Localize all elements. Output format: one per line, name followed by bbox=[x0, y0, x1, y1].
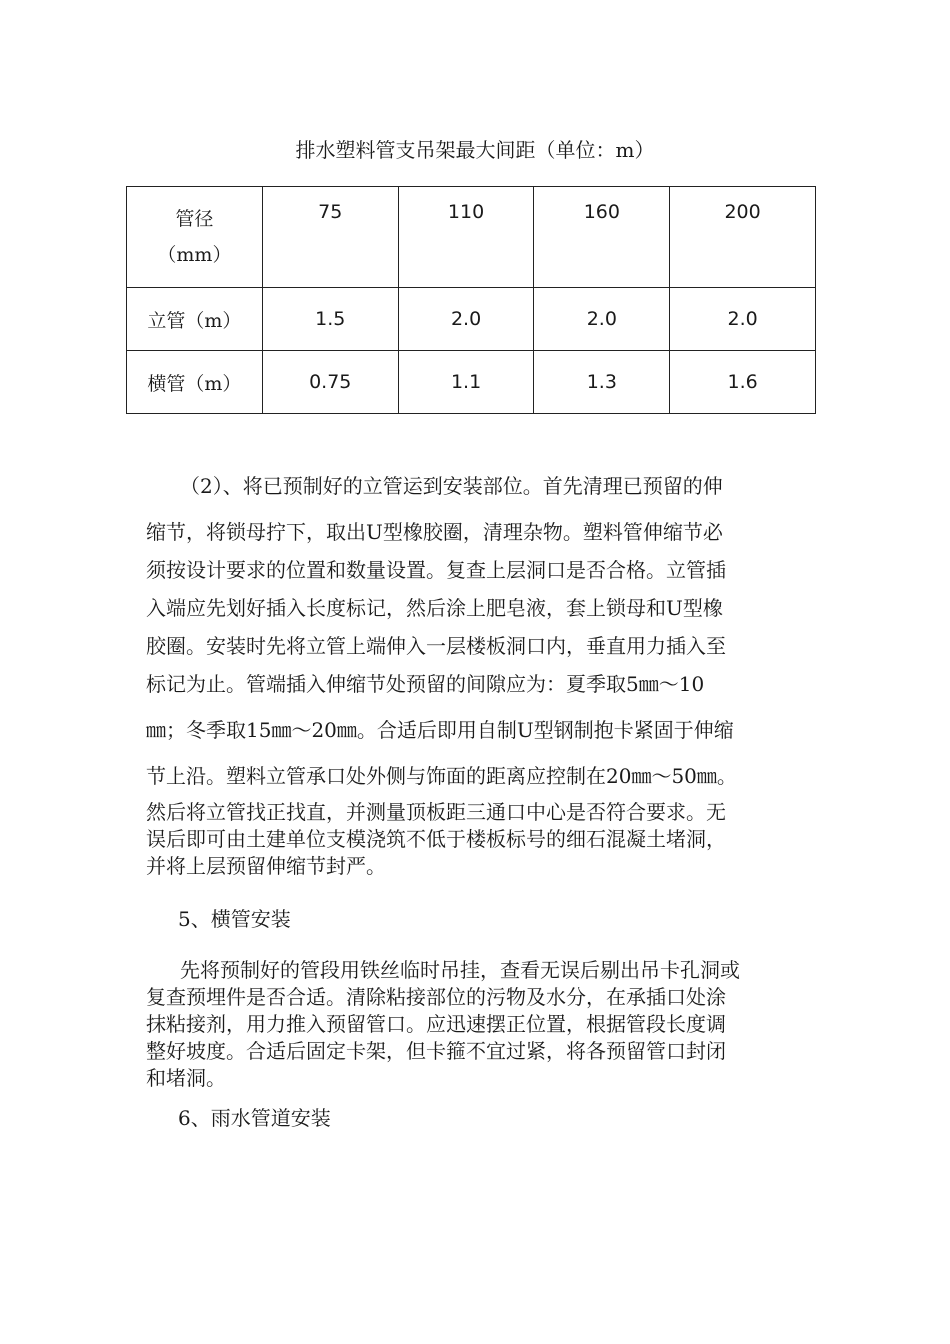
header-label-line1: 管径 bbox=[175, 208, 214, 230]
paragraph-line: 标记为止。管端插入伸缩节处预留的间隙应为：夏季取5㎜～10 bbox=[146, 672, 705, 696]
paragraph-line: （2）、将已预制好的立管运到安装部位。首先清理已预留的伸 bbox=[180, 474, 723, 498]
table-row-horizontal-pipe bbox=[127, 351, 816, 414]
section-heading-rainwater-pipe: 6、雨水管道安装 bbox=[178, 1106, 331, 1130]
header-diameter-cell: 200 bbox=[670, 187, 816, 288]
table-cell: 2.0 bbox=[534, 288, 670, 351]
paragraph-line: 然后将立管找正找直，并测量顶板距三通口中心是否符合要求。无 bbox=[146, 800, 726, 824]
table-row-vertical-pipe bbox=[127, 288, 816, 351]
paragraph-line: 先将预制好的管段用铁丝临时吊挂，查看无误后剔出吊卡孔洞或 bbox=[180, 958, 740, 982]
paragraph-line: 整好坡度。合适后固定卡架，但卡箍不宜过紧，将各预留管口封闭 bbox=[146, 1039, 726, 1063]
header-diameter-cell: 110 bbox=[398, 187, 534, 288]
header-label-line2: （mm） bbox=[157, 244, 232, 266]
section-heading-horizontal-pipe: 5、横管安装 bbox=[178, 907, 291, 931]
table-cell: 0.75 bbox=[262, 351, 398, 414]
paragraph-line: 和堵洞。 bbox=[146, 1066, 226, 1090]
table-cell: 1.6 bbox=[670, 351, 816, 414]
table-title: 排水塑料管支吊架最大间距（单位：m） bbox=[295, 138, 655, 162]
pipe-support-spacing-table bbox=[126, 186, 816, 414]
table-cell: 2.0 bbox=[398, 288, 534, 351]
paragraph-line: 节上沿。塑料立管承口处外侧与饰面的距离应控制在20㎜～50㎜。 bbox=[146, 764, 737, 788]
paragraph-line: 误后即可由土建单位支模浇筑不低于楼板标号的细石混凝土堵洞， bbox=[146, 827, 726, 851]
header-label-cell bbox=[127, 187, 263, 288]
table-cell: 1.3 bbox=[534, 351, 670, 414]
table-cell: 1.5 bbox=[262, 288, 398, 351]
table-cell: 1.1 bbox=[398, 351, 534, 414]
table-header-row bbox=[127, 187, 816, 288]
paragraph-line: 胶圈。安装时先将立管上端伸入一层楼板洞口内，垂直用力插入至 bbox=[146, 634, 726, 658]
paragraph-line: 须按设计要求的位置和数量设置。复查上层洞口是否合格。立管插 bbox=[146, 558, 726, 582]
table-cell: 2.0 bbox=[670, 288, 816, 351]
paragraph-line: 抹粘接剂，用力推入预留管口。应迅速摆正位置，根据管段长度调 bbox=[146, 1012, 726, 1036]
paragraph-line: 缩节，将锁母拧下，取出U型橡胶圈，清理杂物。塑料管伸缩节必 bbox=[146, 520, 723, 544]
row-label-cell: 横管（m） bbox=[127, 351, 263, 414]
paragraph-line: ㎜；冬季取15㎜～20㎜。合适后即用自制U型钢制抱卡紧固于伸缩 bbox=[146, 718, 734, 742]
paragraph-line: 复查预埋件是否合适。清除粘接部位的污物及水分，在承插口处涂 bbox=[146, 985, 726, 1009]
row-label-cell: 立管（m） bbox=[127, 288, 263, 351]
paragraph-horizontal-pipe-installation bbox=[146, 957, 811, 1092]
paragraph-line: 入端应先划好插入长度标记，然后涂上肥皂液，套上锁母和U型橡 bbox=[146, 596, 723, 620]
paragraph-line: 并将上层预留伸缩节封严。 bbox=[146, 854, 386, 878]
paragraph-riser-installation bbox=[146, 471, 811, 880]
header-diameter-cell: 75 bbox=[262, 187, 398, 288]
header-diameter-cell: 160 bbox=[534, 187, 670, 288]
